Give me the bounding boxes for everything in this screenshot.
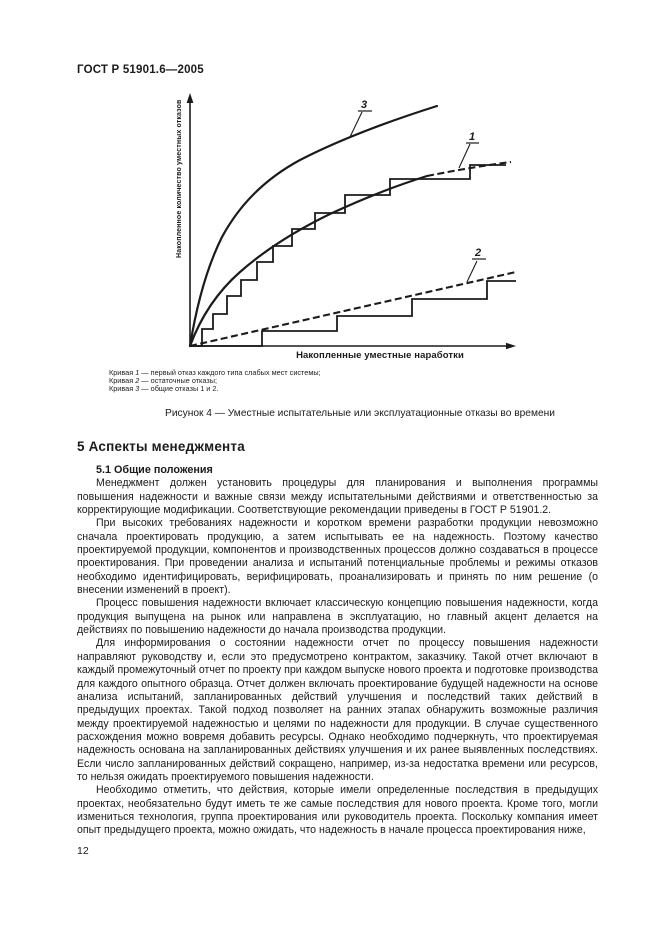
paragraph-2: При высоких требованиях надежности и коротком времени разработки продукции невозможно сначала проектировать продукцию, а затем испытывать ее на надежность. Поэтому качество проектируемой продукции, компонентов и производственных процессов должно создаваться в процессе проектирования. При проведении анализа и испытаний потенциальные проблемы и режимы отказов необходимо идентифицировать, верифицировать, проанализировать и принять по ним решение (о внесении изменений в проект). — [77, 517, 598, 597]
figure-4-chart — [165, 92, 550, 370]
legend-item-curve-3 — [109, 385, 321, 393]
figure-legend — [109, 369, 321, 393]
legend-text: — общие отказы 1 и 2. — [139, 384, 219, 393]
curve-1-steps — [190, 165, 506, 346]
legend-text: — первый отказ каждого типа слабых мест системы; — [139, 368, 321, 377]
paragraph-1: Менеджмент должен установить процедуры для планирования и выполнения программы повышения надежности и важные связи между испытательными действиями и ответственностью за корректирующие модификации. Соответствующие рекомендации приведены в ГОСТ Р 51901.2. — [77, 477, 598, 517]
x-axis-title: Накопленные уместные наработки — [296, 350, 464, 361]
section-5-1-body — [77, 464, 598, 838]
curve-2-leader-line — [467, 261, 477, 282]
paragraph-4: Для информирования о состоянии надежности отчет по процессу повышения надежности направляют руководству и, если это предусмотрено контрактом, заказчику. Такой отчет включают в каждый промежуточный отчет по проекту при каждом выпуске нового проекта и подготовке производства для каждого опытного образца. Отчет должен включать проектирование будущей надежности на основе анализа испытаний, запланированных действий улучшения и последствий таких действий в предыдущих проектах. Такой подход позволяет на ранних этапах обнаружить возможные различия между проектируемой надежностью и целями по надежности для продукции. В случае существенного расхождения можно вовремя добавить ресурсы. Однако необходимо подчеркнуть, что проектируемая надежность основана на запланированных действиях улучшения и их ранее выявленных последствиях. Если число запланированных действий сокращено, например, из-за недостатка времени или ресурсов, то нельзя ожидать проектируемого повышения надежности. — [77, 637, 598, 783]
y-axis-title: Накопленное количество уместных отказов — [176, 99, 183, 258]
curve-1-label: 1 — [469, 131, 476, 143]
legend-prefix: Кривая — [109, 368, 136, 377]
x-axis-arrow-icon — [506, 343, 516, 350]
legend-curve-number: 2 — [135, 376, 140, 385]
curve-1-line — [190, 176, 427, 346]
legend-curve-number: 3 — [135, 384, 140, 393]
section-5-title: 5 Аспекты менеджмента — [77, 439, 245, 454]
legend-prefix: Кривая — [109, 384, 136, 393]
curve-2-steps — [190, 281, 516, 346]
y-axis-arrow-icon — [187, 93, 194, 103]
curve-1-leader-line — [459, 144, 470, 168]
paragraph-5: Необходимо отметить, что действия, которые имели определенные последствия в предыдущих проектах, необязательно будут иметь те же самые последствия для нового проекта. Кроме того, могли измениться технология, группа проектирования или руководитель проекта. Поскольку компания имеет опыт предыдущего проекта, можно ожидать, что надежность в начале процесса проектирования ниже, — [77, 784, 598, 837]
paragraph-3: Процесс повышения надежности включает классическую концепцию повышения надежности, когда продукция выпущена на рынок или направлена в эксплуатацию, но главный акцент делается на действиях по повышению надежности до начала производства продукции. — [77, 597, 598, 637]
curve-2-line — [190, 272, 516, 346]
legend-curve-number: 1 — [135, 368, 140, 377]
legend-text: — остаточные отказы; — [139, 376, 218, 385]
legend-prefix: Кривая — [109, 376, 136, 385]
curve-2-label: 2 — [475, 247, 482, 259]
figure-caption: Рисунок 4 — Уместные испытательные или эксплуатационные отказы во времени — [165, 408, 555, 419]
document-title: ГОСТ Р 51901.6—2005 — [77, 64, 204, 76]
page-number: 12 — [77, 845, 89, 857]
subsection-5-1-title: 5.1 Общие положения — [96, 464, 213, 476]
curve-3-label: 3 — [361, 99, 368, 111]
